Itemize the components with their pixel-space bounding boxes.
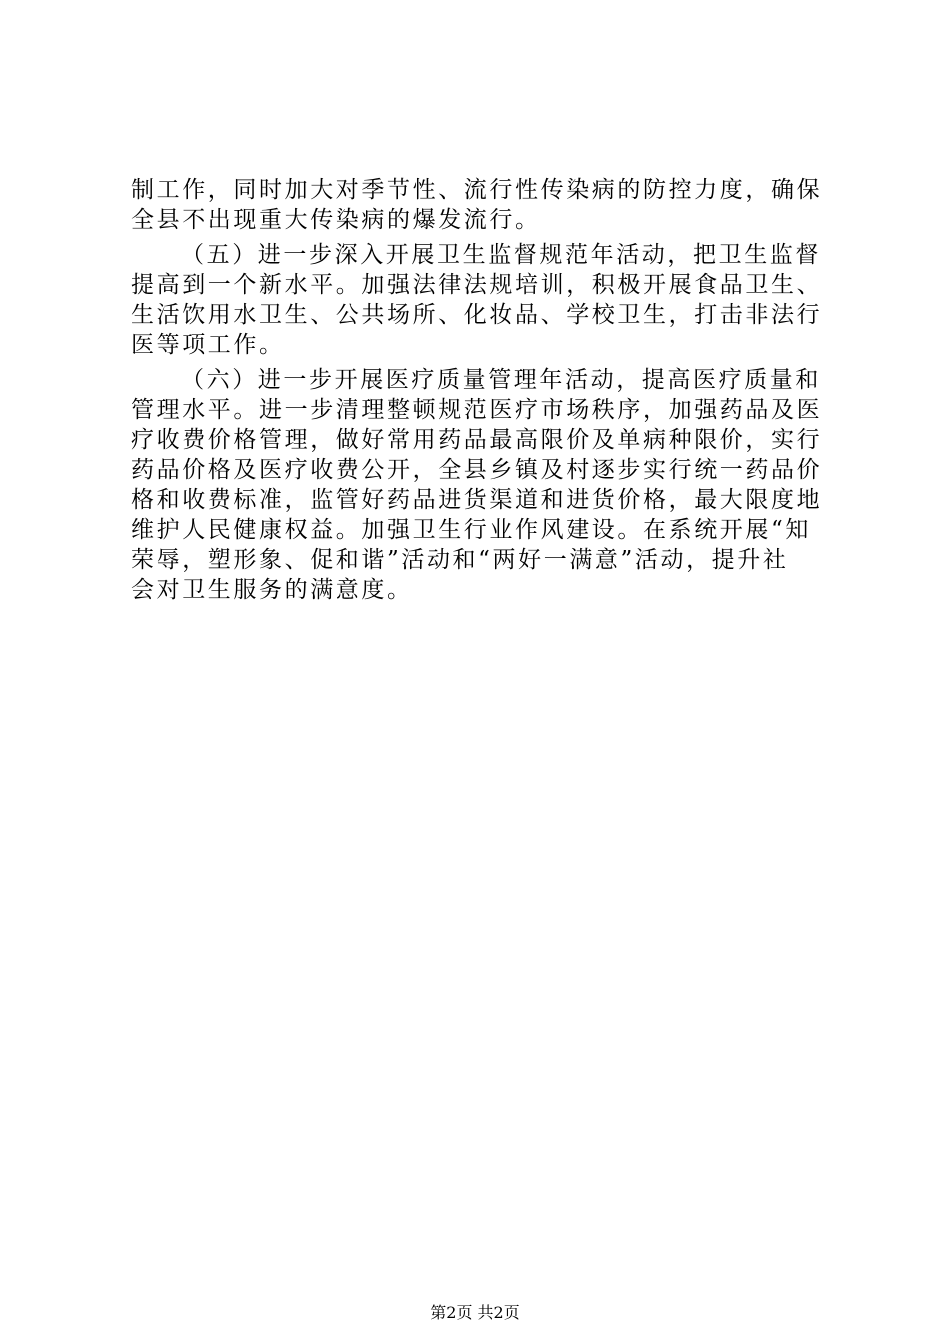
body-text-line: 维护人民健康权益。加强卫生行业作风建设。在系统开展“知 (131, 517, 811, 543)
body-text-line: 药品价格及医疗收费公开，全县乡镇及村逐步实行统一药品价 (131, 457, 823, 483)
body-text-line: 格和收费标准，监管好药品进货渠道和进货价格，最大限度地 (131, 487, 823, 513)
body-text-line: 疗收费价格管理，做好常用药品最高限价及单病种限价，实行 (131, 427, 823, 453)
page-number-footer: 第2页 共2页 (430, 1303, 520, 1322)
body-text-line: 全县不出现重大传染病的爆发流行。 (131, 207, 541, 233)
body-text-line: 生活饮用水卫生、公共场所、化妆品、学校卫生，打击非法行 (131, 302, 823, 328)
body-text-line: 管理水平。进一步清理整顿规范医疗市场秩序，加强药品及医 (131, 397, 823, 423)
paragraph-6-start: （六）进一步开展医疗质量管理年活动，提高医疗质量和 (181, 367, 821, 393)
body-text-line: 医等项工作。 (131, 332, 285, 358)
body-text-line: 荣辱，塑形象、促和谐”活动和“两好一满意”活动，提升社 (131, 547, 789, 573)
paragraph-5-start: （五）进一步深入开展卫生监督规范年活动，把卫生监督 (181, 242, 821, 268)
body-text-line: 提高到一个新水平。加强法律法规培训，积极开展食品卫生、 (131, 272, 823, 298)
body-text-line: 制工作，同时加大对季节性、流行性传染病的防控力度，确保 (131, 177, 823, 203)
body-text-line: 会对卫生服务的满意度。 (131, 577, 413, 603)
